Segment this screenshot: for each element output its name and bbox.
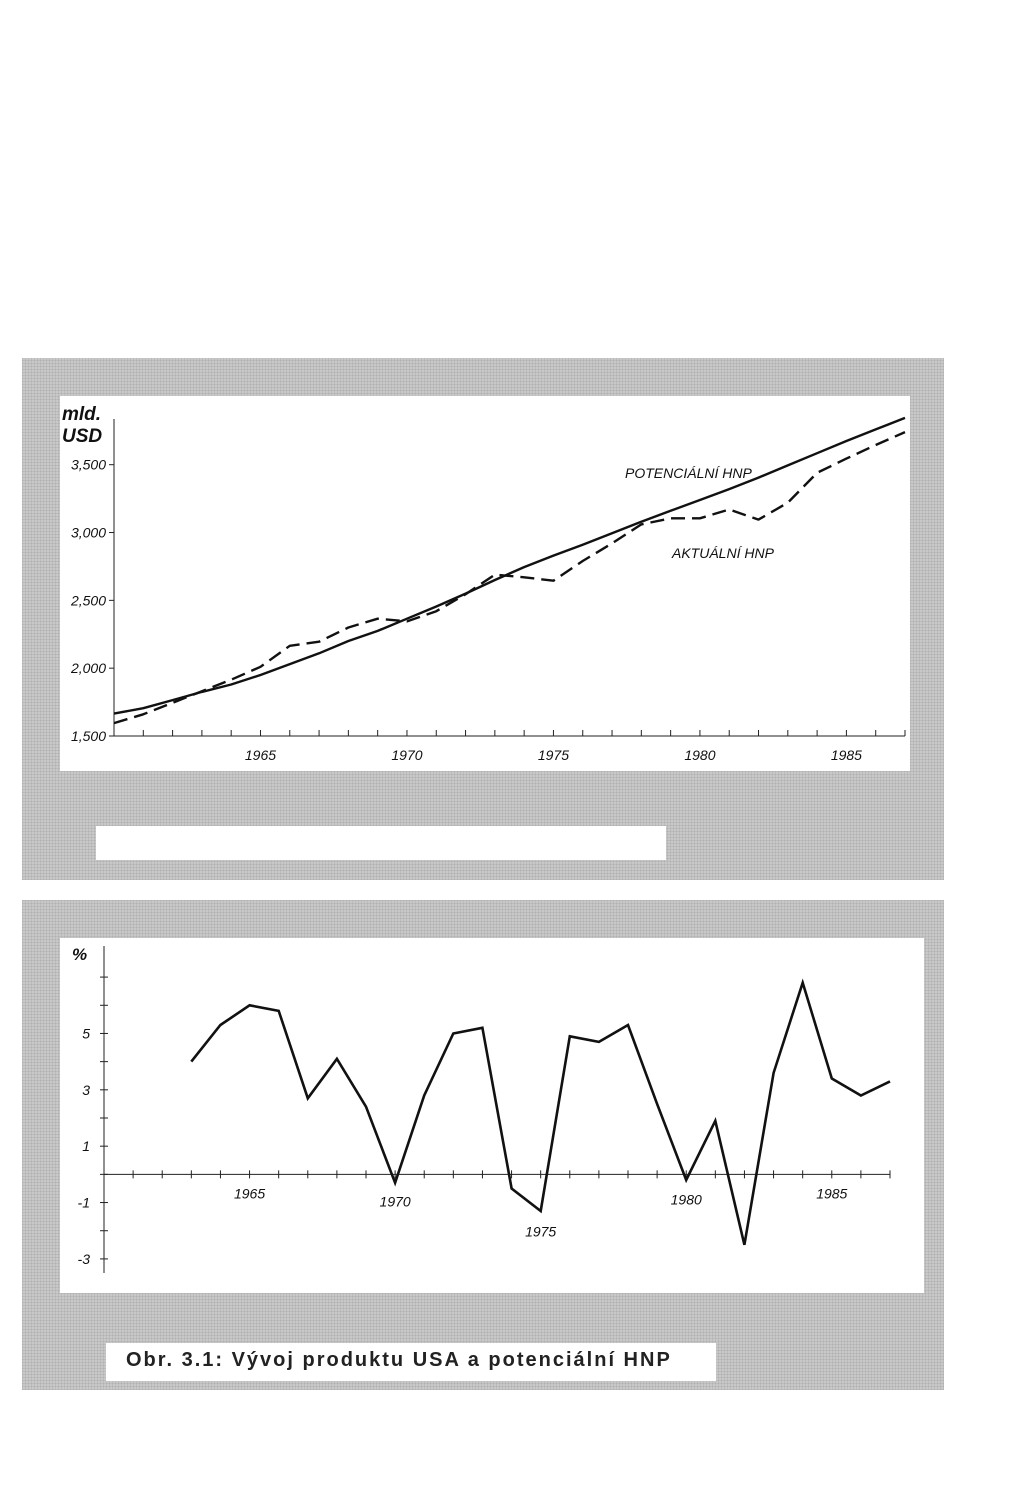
y-unit-label: % (72, 945, 88, 964)
growth-chart-area (60, 938, 924, 1293)
chart-panel-top (22, 358, 944, 880)
annotation-potential: POTENCIÁLNÍ HNP (625, 465, 752, 481)
y-tick-label: -1 (77, 1194, 90, 1211)
y-tick-label: 3,000 (70, 524, 106, 541)
x-tick-label: 1975 (525, 1223, 557, 1240)
x-tick-label: 1985 (816, 1185, 848, 1202)
gnp-chart-area (60, 396, 910, 771)
potential-gnp-line (114, 418, 905, 714)
y-tick-label: -3 (77, 1250, 90, 1267)
x-tick-label: 1985 (830, 747, 862, 763)
annotation-actual: AKTUÁLNÍ HNP (672, 545, 774, 561)
caption-top-blank (96, 826, 666, 860)
figure-caption (106, 1343, 716, 1381)
x-tick-label: 1965 (244, 747, 277, 763)
y-tick-label: 5 (82, 1025, 90, 1042)
y-tick-label: 2,500 (70, 592, 106, 609)
figure-caption-text: Obr. 3.1: Vývoj produktu USA a potenciální HNP (126, 1349, 672, 1371)
x-tick-label: 1970 (379, 1193, 411, 1210)
x-tick-label: 1965 (233, 1185, 266, 1202)
y-tick-label: 1,500 (70, 728, 106, 744)
chart-panel-bottom (22, 900, 944, 1390)
gnp-chart (60, 396, 910, 771)
x-tick-label: 1980 (684, 747, 716, 763)
x-tick-label: 1970 (391, 747, 423, 763)
y-tick-label: 3,500 (70, 456, 106, 473)
y-tick-label: 3 (82, 1081, 90, 1098)
growth-line (191, 983, 890, 1245)
y-tick-label: 2,000 (70, 660, 106, 677)
growth-chart (60, 938, 924, 1293)
y-unit-label: USD (62, 426, 103, 447)
y-unit-label: mld. (62, 404, 102, 425)
x-tick-label: 1975 (537, 747, 570, 763)
y-tick-label: 1 (82, 1138, 90, 1155)
x-tick-label: 1980 (670, 1191, 702, 1208)
actual-gnp-line (114, 432, 905, 723)
